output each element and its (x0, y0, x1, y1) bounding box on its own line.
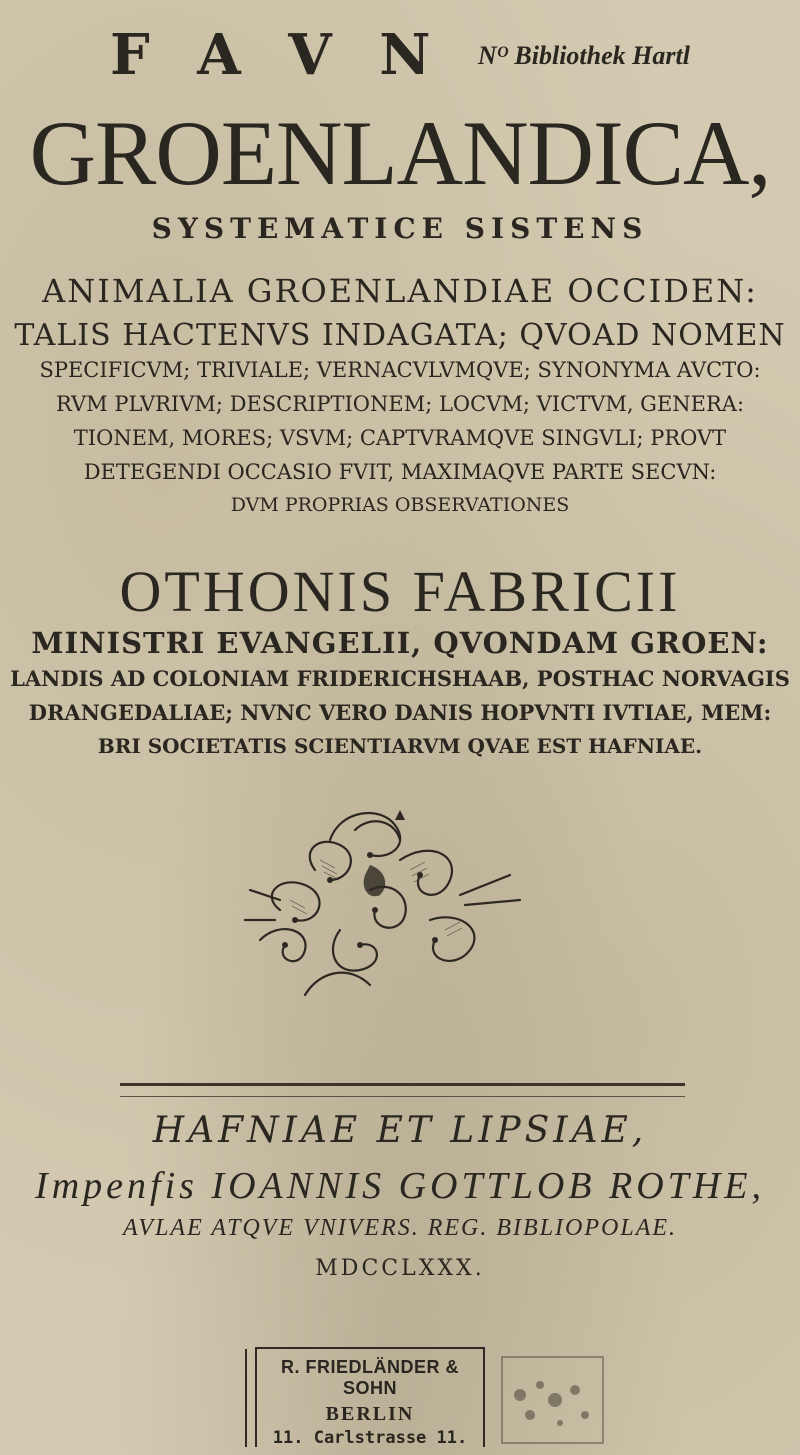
imprint-places: HAFNIAE ET LIPSIAE, (152, 1110, 648, 1151)
imprint-note: AVLAE ATQVE VNIVERS. REG. BIBLIOPOLAE. (122, 1215, 678, 1241)
library-stamp: Nᴼ Bibliothek Hartl (477, 41, 690, 70)
dealer-stamp (255, 1347, 485, 1447)
ornamental-rule (120, 1083, 685, 1097)
description-line-6: DETEGENDI OCCASIO FVIT, MAXIMAQVE PARTE SECVN: (83, 460, 717, 484)
imprint-year: MDCCLXXX. (315, 1256, 485, 1281)
title-line-1 (0, 22, 800, 88)
ex-libris-stamp-icon (500, 1355, 605, 1445)
dealer-address: 11. Carlstrasse 11. (272, 1428, 468, 1448)
description-line-4: RVM PLVRIVM; DESCRIPTIONEM; LOCVM; VICTVM, GENERA: (55, 392, 745, 416)
author-description-2: LANDIS AD COLONIAM FRIDERICHSHAAB, POSTHAC NORVAGIS (10, 666, 790, 691)
imprint-publisher: Impenfis IOANNIS GOTTLOB ROTHE, (35, 1165, 765, 1207)
dealer-city: BERLIN (325, 1403, 415, 1425)
title-groenlandica: GROENLANDICA, (29, 102, 771, 204)
author-description-4: BRI SOCIETATIS SCIENTIARVM QVAE EST HAFNIAE. (97, 734, 703, 758)
dealer-name: R. FRIEDLÄNDER & SOHN (281, 1357, 459, 1398)
description-line-7: DVM PROPRIAS OBSERVATIONES (230, 494, 570, 516)
engraved-vignette (220, 800, 540, 1010)
description-line-1: ANIMALIA GROENLANDIAE OCCIDEN: (42, 272, 758, 310)
description-line-5: TIONEM, MORES; VSVM; CAPTVRAMQVE SINGVLI; PROVT (73, 426, 727, 450)
subtitle-systematice: SYSTEMATICE SISTENS (151, 212, 649, 245)
stamp-border (245, 1349, 248, 1447)
title-faun: F A V N (110, 22, 445, 88)
description-line-2: TALIS HACTENVS INDAGATA; QVOAD NOMEN (14, 318, 786, 353)
author-name: OTHONIS FABRICII (119, 559, 681, 624)
author-description-3: DRANGEDALIAE; NVNC VERO DANIS HOPVNTI IVTIAE, MEM: (28, 700, 772, 725)
author-description-1: MINISTRI EVANGELII, QVONDAM GROEN: (31, 626, 769, 660)
description-line-3: SPECIFICVM; TRIVIALE; VERNACVLVMQVE; SYNONYMA AVCTO: (39, 358, 761, 382)
